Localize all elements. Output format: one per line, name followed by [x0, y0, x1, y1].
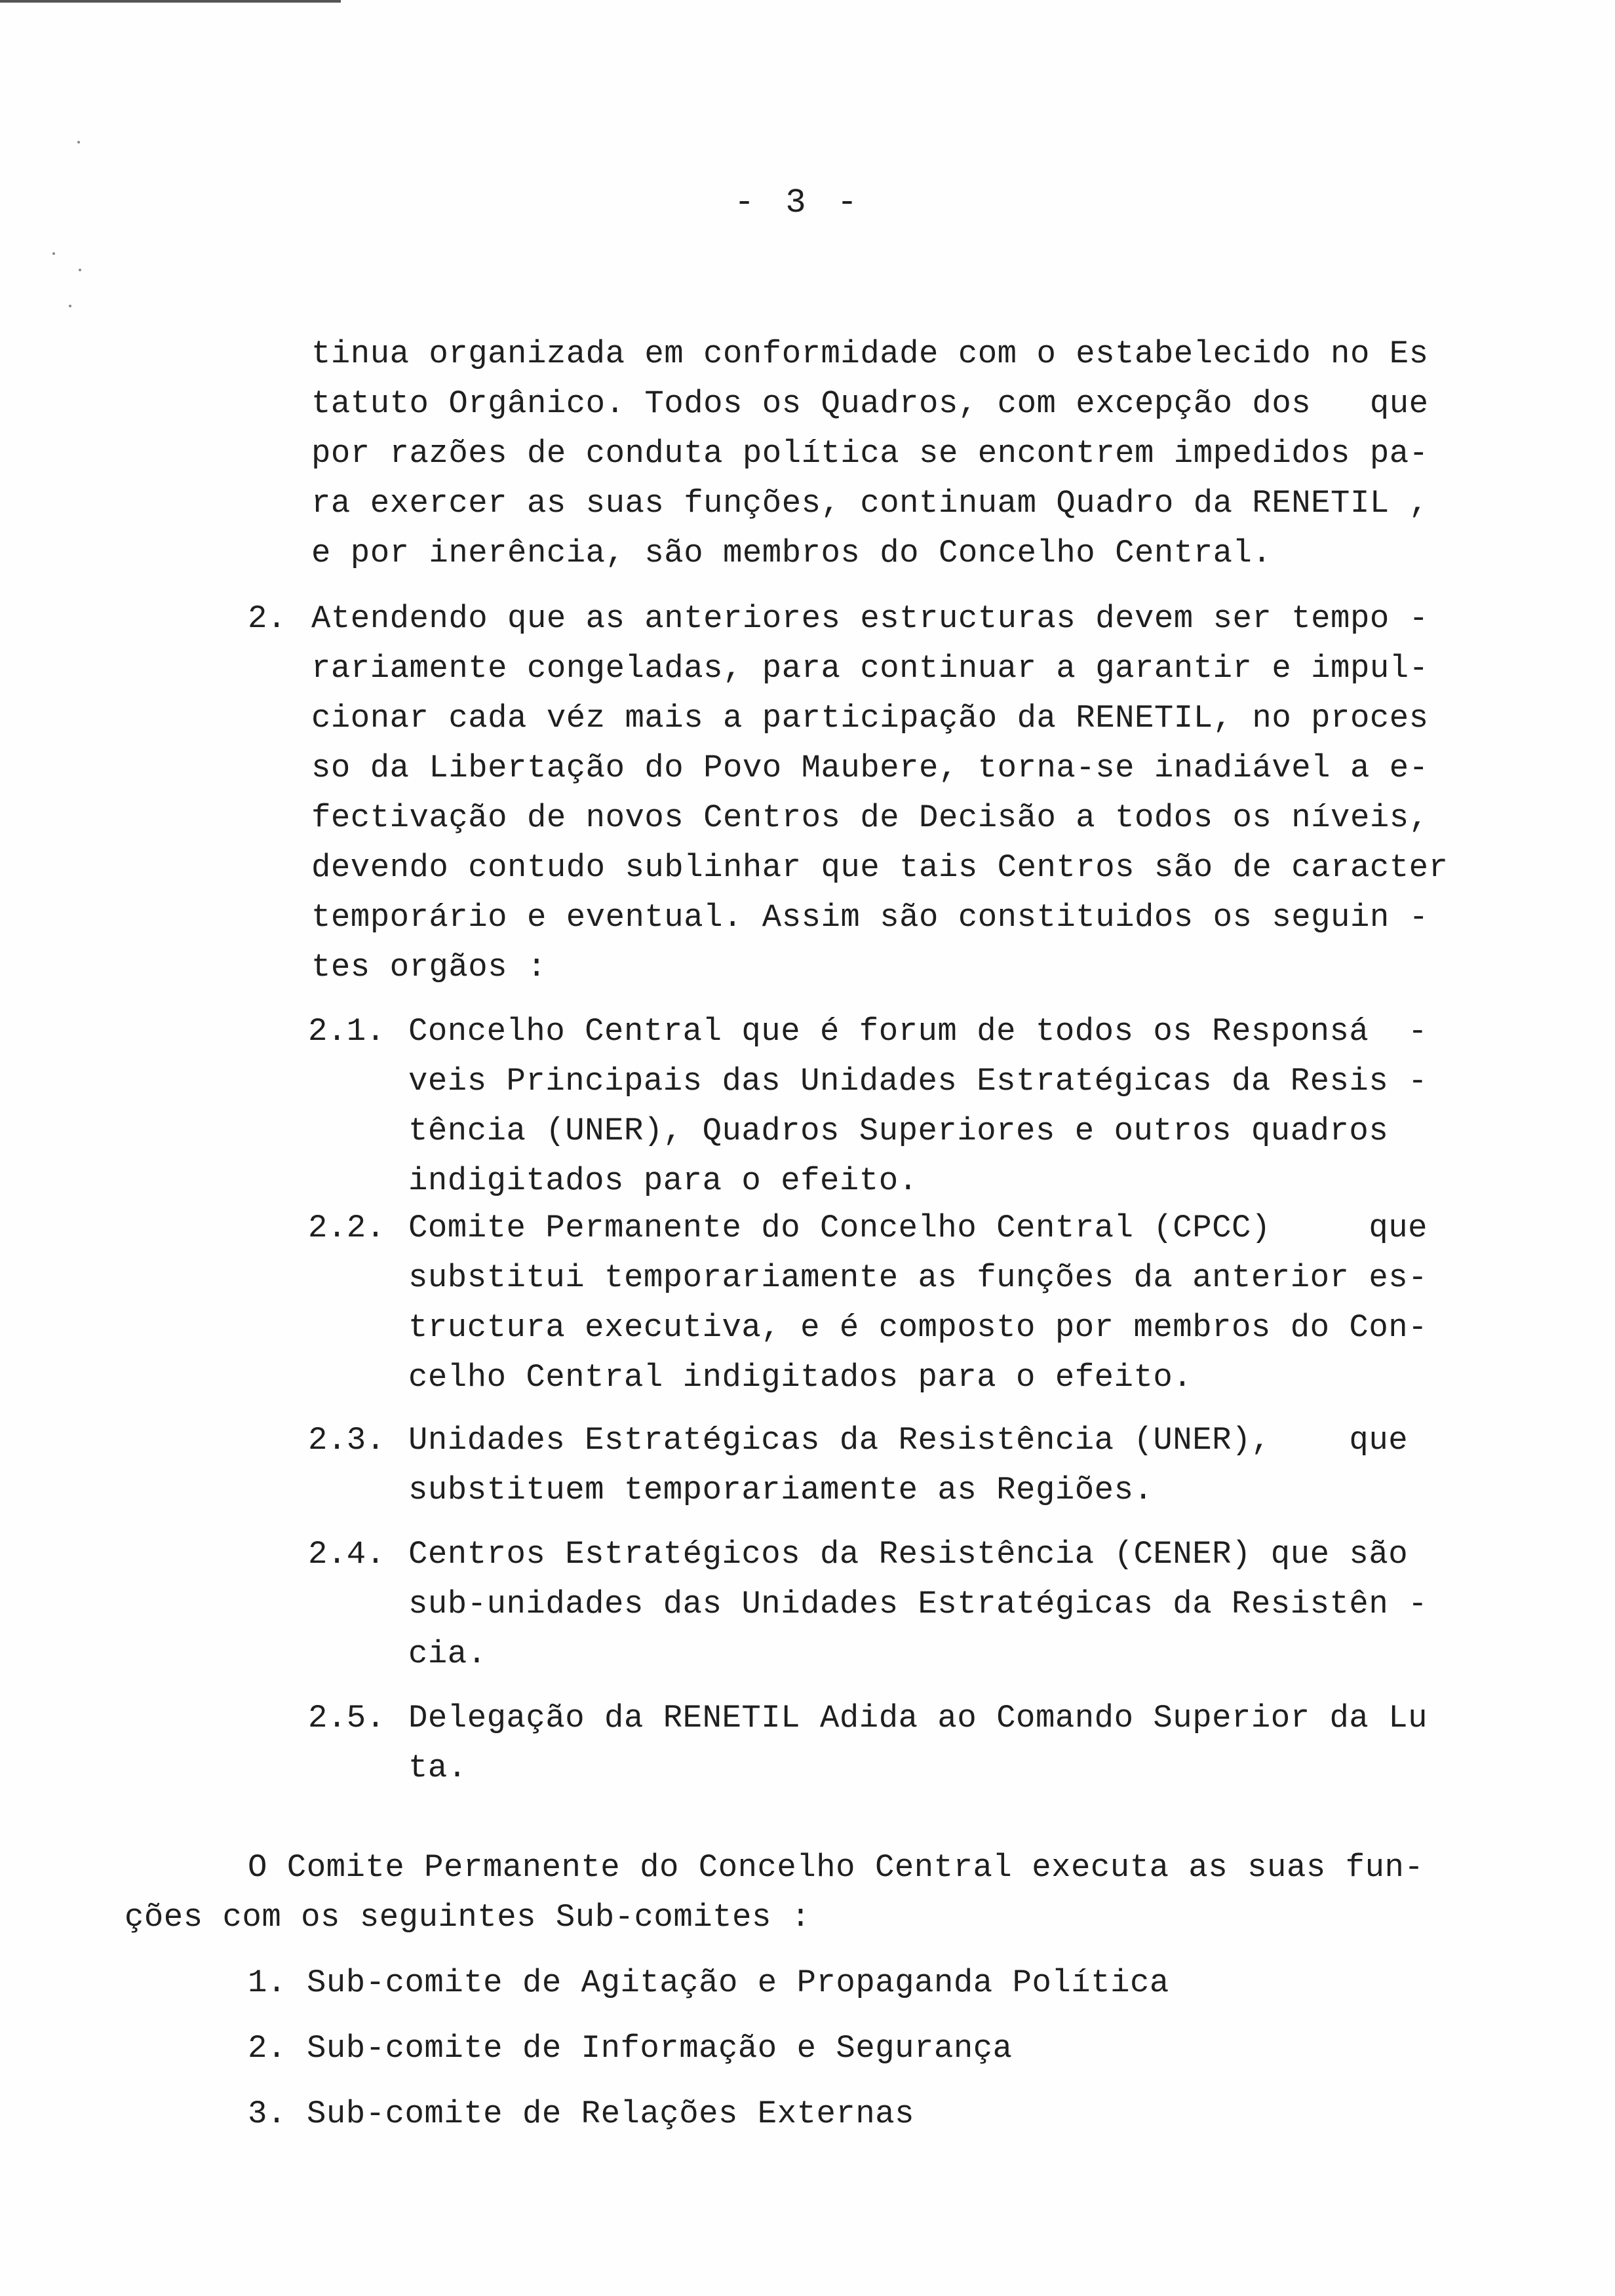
text-line: por razões de conduta política se encontrem impedidos pa- [311, 435, 1429, 472]
scan-speck [52, 252, 55, 255]
text-line: temporário e eventual. Assim são constituidos os seguin - [311, 899, 1429, 936]
text-line: Centros Estratégicos da Resistência (CENER) que são [408, 1536, 1409, 1573]
text-line: substitui temporariamente as funções da anterior es- [408, 1259, 1428, 1296]
subcomite-label: Sub-comite de Informação e Segurança [307, 2030, 1013, 2067]
text-line: fectivação de novos Centros de Decisão a todos os níveis, [311, 799, 1429, 836]
text-line: indigitados para o efeito. [408, 1162, 918, 1199]
text-line: tes orgãos : [311, 949, 547, 985]
text-line: Comite Permanente do Concelho Central (CPCC) que [408, 1210, 1428, 1246]
text-line: sub-unidades das Unidades Estratégicas da Resistên - [408, 1586, 1428, 1622]
text-line: O Comite Permanente do Concelho Central executa as suas fun- [248, 1849, 1424, 1886]
subcomite-label: Sub-comite de Agitação e Propaganda Política [307, 1964, 1169, 2001]
subitem-number: 2.3. [308, 1422, 385, 1459]
subitem-number: 2.4. [308, 1536, 385, 1573]
subitem-number: 2.5. [308, 1700, 385, 1736]
item-number: 2. [248, 600, 286, 637]
subcomite-number: 3. [248, 2095, 286, 2132]
scan-speck [77, 141, 80, 144]
subcomite-number: 2. [248, 2030, 286, 2067]
subitem-number: 2.1. [308, 1013, 385, 1050]
subcomite-number: 1. [248, 1964, 286, 2001]
text-line: ta. [408, 1750, 467, 1786]
scan-speck [69, 305, 71, 307]
text-line: Unidades Estratégicas da Resistência (UNER), que [408, 1422, 1409, 1459]
text-line: so da Libertação do Povo Maubere, torna-se inadiável a e- [311, 750, 1429, 786]
text-line: e por inerência, são membros do Concelho Central. [311, 535, 1272, 571]
text-line: Delegação da RENETIL Adida ao Comando Superior da Lu [408, 1700, 1428, 1736]
text-line: veis Principais das Unidades Estratégicas da Resis - [408, 1063, 1428, 1100]
subitem-number: 2.2. [308, 1210, 385, 1246]
text-line: celho Central indigitados para o efeito. [408, 1359, 1193, 1396]
text-line: ções com os seguintes Sub-comites : [125, 1899, 811, 1936]
text-line: tência (UNER), Quadros Superiores e outros quadros [408, 1113, 1389, 1149]
text-line: tinua organizada em conformidade com o estabelecido no Es [311, 335, 1429, 372]
text-line: ra exercer as suas funções, continuam Quadro da RENETIL , [311, 485, 1429, 522]
text-line: substituem temporariamente as Regiões. [408, 1472, 1154, 1508]
page-number: - 3 - [734, 183, 863, 222]
text-line: Atendendo que as anteriores estructuras devem ser tempo - [311, 600, 1429, 637]
subcomite-label: Sub-comite de Relações Externas [307, 2095, 915, 2132]
text-line: devendo contudo sublinhar que tais Centros são de caracter [311, 849, 1449, 886]
text-line: cia. [408, 1636, 487, 1672]
text-line: rariamente congeladas, para continuar a garantir e impul- [311, 650, 1429, 687]
scan-speck [79, 269, 81, 271]
text-line: cionar cada véz mais a participação da RENETIL, no proces [311, 700, 1429, 737]
text-line: tatuto Orgânico. Todos os Quadros, com excepção dos que [311, 385, 1429, 422]
scan-edge-mark [0, 0, 341, 3]
text-line: tructura executiva, e é composto por membros do Con- [408, 1309, 1428, 1346]
text-line: Concelho Central que é forum de todos os Responsá - [408, 1013, 1428, 1050]
